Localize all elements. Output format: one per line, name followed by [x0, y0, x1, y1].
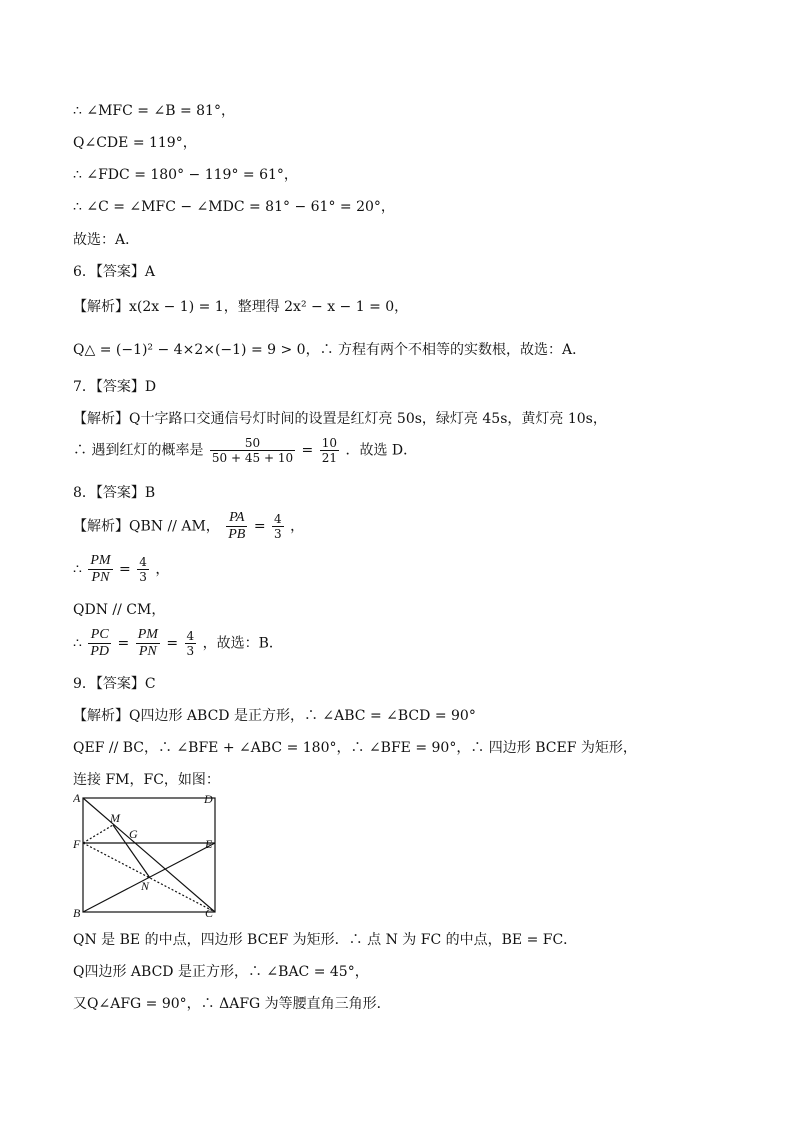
q8-l3-den2: PN [138, 644, 157, 659]
q8-l3-eq: = [117, 635, 130, 652]
q8-l2-prefix: ∴ [73, 561, 82, 578]
q8-l3-prefix: ∴ [73, 635, 82, 652]
q8-l1-den: PB [228, 527, 246, 542]
q9-answer: 9．【答案】C [73, 676, 156, 692]
label-f: F [73, 837, 81, 851]
q8-l2-num: PM [90, 553, 111, 568]
q8-l2-frac-a [88, 554, 112, 585]
q7-prefix: ∴ 遇到红灯的概率是 [73, 442, 204, 459]
q8-l3-suffix: ，故选：B． [202, 635, 283, 652]
square-diagram [73, 790, 223, 920]
q8-l3-frac-a [88, 628, 111, 659]
q7-analysis-2 [73, 437, 417, 464]
label-a: A [73, 791, 81, 805]
q6-analysis-2: Q△ = (−1)² − 4×2×(−1) = 9 > 0，∴ 方程有两个不相等的实数根，故选：A． [73, 342, 587, 358]
q7-fraction-1 [210, 437, 295, 464]
q8-l2-eq: = [119, 561, 131, 578]
q8-l3-den: PD [90, 644, 110, 659]
q9-analysis-3: 连接 FM，FC，如图： [73, 772, 220, 788]
q9-analysis-5: Q四边形 ABCD 是正方形，∴ ∠BAC = 45°， [73, 964, 369, 980]
line-1: ∴ ∠MFC = ∠B = 81°， [73, 103, 235, 119]
label-b: B [73, 906, 81, 920]
segment-ac [83, 798, 215, 912]
q8-l3-frac-c [185, 630, 197, 657]
line-3: ∴ ∠FDC = 180° − 119° = 61°， [73, 167, 298, 183]
dotted-fm [83, 825, 113, 843]
q8-analysis-4 [73, 628, 283, 659]
q8-l1-den2: 3 [274, 527, 282, 541]
line-4: ∴ ∠C = ∠MFC − ∠MDC = 81° − 61° = 20°， [73, 199, 395, 215]
q8-l3-frac-b [136, 628, 160, 659]
q7-analysis-1: 【解析】Q十字路口交通信号灯时间的设置是红灯亮 50s，绿灯亮 45s，黄灯亮 10s， [73, 411, 607, 427]
q8-l2-den2: 3 [139, 570, 147, 584]
q8-l2-frac-b [137, 556, 149, 583]
label-m: M [110, 811, 120, 825]
line-2: Q∠CDE = 119°， [73, 135, 197, 151]
q7-fraction-2 [320, 437, 339, 464]
q8-l1-suffix: ， [290, 518, 305, 535]
q6-analysis-1: 【解析】x(2x − 1) = 1，整理得 2x² − x − 1 = 0， [73, 299, 409, 315]
q8-analysis-3: QDN // CM， [73, 602, 166, 618]
q9-analysis-4: QN 是 BE 的中点，四边形 BCEF 为矩形．∴ 点 N 为 FC 的中点，BE = FC． [73, 932, 578, 948]
q7-frac2-den: 21 [321, 451, 338, 465]
q9-analysis-1: 【解析】Q四边形 ABCD 是正方形，∴ ∠ABC = ∠BCD = 90° [73, 708, 476, 724]
label-n: N [141, 879, 150, 893]
q7-answer: 7．【答案】D [73, 379, 157, 395]
q7-eq: = [301, 442, 314, 459]
q8-l3-num: PC [88, 628, 111, 644]
q8-l3-eq2: = [166, 635, 179, 652]
q7-frac1-num: 50 [210, 437, 295, 451]
q8-l3-den3: 3 [186, 644, 195, 658]
label-g: G [129, 827, 138, 841]
line-5: 故选：A． [73, 232, 140, 248]
q8-l2-num2: 4 [139, 555, 147, 569]
q8-analysis-2 [73, 554, 169, 585]
q6-answer: 6．【答案】A [73, 264, 156, 280]
q8-l1-num: PA [226, 511, 247, 527]
q8-l1-num2: 4 [274, 512, 282, 526]
q8-l1-eq: = [253, 518, 266, 535]
q8-l1-frac-b [272, 513, 284, 540]
q8-l1-frac-a [226, 511, 247, 542]
q7-suffix: ．故选 D． [345, 442, 418, 459]
q7-frac2-num: 10 [321, 436, 338, 450]
q8-l1-prefix: 【解析】QBN // AM， [73, 518, 220, 535]
label-d: D [204, 792, 213, 806]
q9-analysis-2: QEF // BC，∴ ∠BFE + ∠ABC = 180°，∴ ∠BFE = 90°，∴ 四边形 BCEF 为矩形， [73, 740, 637, 756]
q9-analysis-6: 又Q∠AFG = 90°，∴ ΔAFG 为等腰直角三角形． [73, 996, 391, 1012]
q8-answer: 8．【答案】B [73, 485, 156, 501]
q7-frac1-den: 50 + 45 + 10 [211, 451, 294, 465]
q8-analysis-1 [73, 511, 304, 542]
q8-l2-suffix: ， [155, 561, 170, 578]
q8-l3-num2: PM [137, 627, 158, 642]
label-c: C [205, 906, 214, 920]
q8-l2-den: PN [91, 570, 110, 585]
q8-l3-num3: 4 [186, 629, 195, 643]
label-e: E [205, 837, 213, 851]
